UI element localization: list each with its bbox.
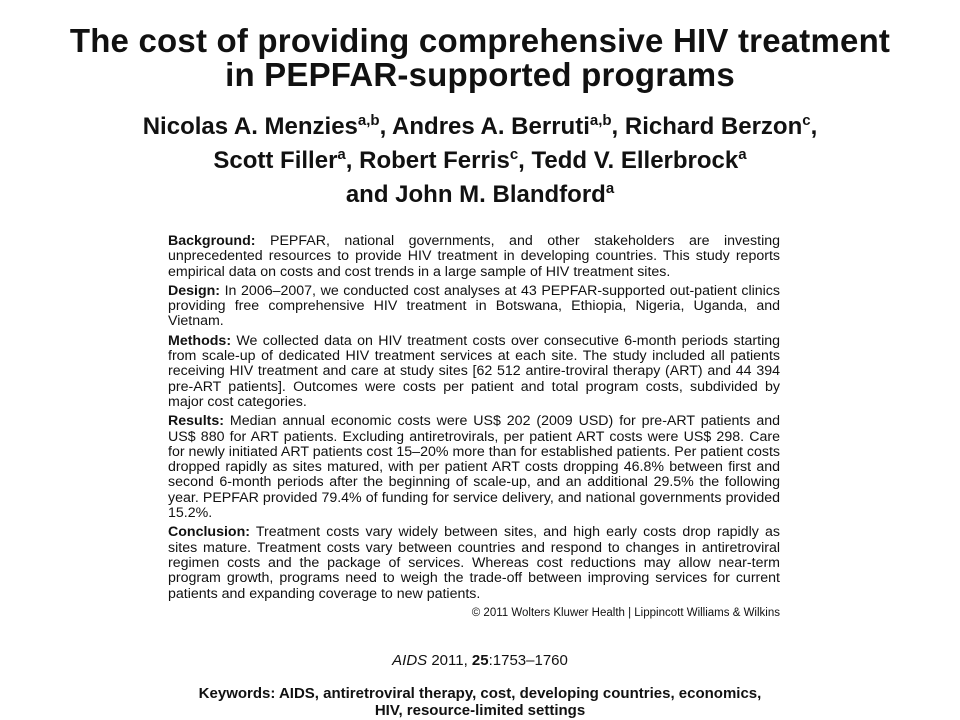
abstract-results <box>168 414 780 521</box>
author-name: Nicolas A. Menzies <box>142 113 358 140</box>
section-text: Treatment costs vary widely between sites, and high early costs drop rapidly as sites mature. Treatment costs vary between countries and respond to changes in antiretroviral regimen costs and the package of services. Whereas cost reductions may allow near-term program growth, programs need to weigh the trade-off between improving services for current patients and expanding coverage to new patients. <box>168 524 780 602</box>
author-separator: , <box>345 147 360 174</box>
author-line-3 <box>0 178 960 212</box>
paper-title <box>0 24 960 92</box>
abstract-design <box>168 284 780 330</box>
author-affiliation: a <box>337 146 346 163</box>
section-label: Design: <box>168 282 221 299</box>
author-name: Richard Berzon <box>624 113 803 140</box>
section-label: Methods: <box>168 332 232 349</box>
section-label: Conclusion: <box>168 524 250 541</box>
section-label: Background: <box>168 233 256 249</box>
author-affiliation: c <box>802 112 811 129</box>
author-affiliation: c <box>509 146 519 163</box>
author-name: John M. Blandford <box>395 181 606 208</box>
author-separator: , <box>518 147 532 174</box>
author-separator: , <box>810 113 818 140</box>
author-separator: , <box>379 113 393 140</box>
keywords <box>0 685 960 719</box>
author-affiliation: a <box>738 146 747 163</box>
keywords-line-2: HIV, resource-limited settings <box>374 702 586 719</box>
author-name: Tedd V. Ellerbrock <box>531 147 739 174</box>
section-text: Median annual economic costs were US$ 202 (2009 USD) for pre-ART patients and US$ 880 for ART patients. Excluding antiretrovirals, per patient ART costs were US$ 298. Care for newly initiated ART patients cost 15–20% more than for established patients. Per patient costs dropped rapidly as sites matured, with per patient ART costs dropping 46.8% between first and second 6-month periods after the beginning of scale-up, and an additional 29.5% the following year. PEPFAR provided 79.4% of funding for service delivery, and national governments provided 15.2%. <box>168 413 780 522</box>
author-affiliation: a <box>605 180 615 197</box>
author-line-2 <box>0 144 960 178</box>
abstract <box>168 234 780 620</box>
copyright-notice: © 2011 Wolters Kluwer Health | Lippincott Williams & Wilkins <box>471 606 780 619</box>
citation-year: 2011, <box>427 652 472 669</box>
section-text: In 2006–2007, we conducted cost analyses at 43 PEPFAR-supported out-patient clinics providing free comprehensive HIV treatment in Botswana, Ethiopia, Nigeria, Uganda, and Vietnam. <box>168 282 780 330</box>
author-affiliation: a,b <box>589 112 612 129</box>
author-list <box>0 110 960 212</box>
section-text: We collected data on HIV treatment costs over consecutive 6-month periods starting from scale-up of dedicated HIV treatment services at each site. The study included all patients receiving HIV treatment and care at study sites [62 512 antire-troviral therapy (ART) and 44 394 pre-ART patients]. Outcomes were costs per patient and total program costs, subdivided by major cost categories. <box>168 332 780 410</box>
journal-name: AIDS <box>392 652 428 669</box>
abstract-methods <box>168 334 780 410</box>
journal-citation <box>0 652 960 670</box>
author-affiliation: a,b <box>357 112 380 129</box>
citation-volume: 25 <box>471 652 489 669</box>
abstract-conclusion <box>168 525 780 601</box>
author-name: Andres A. Berruti <box>392 113 590 140</box>
author-line-1 <box>0 110 960 144</box>
citation-pages: :1753–1760 <box>488 652 568 669</box>
section-label: Results: <box>168 413 224 430</box>
author-name: Robert Ferris <box>359 147 510 174</box>
section-text: PEPFAR, national governments, and other stakeholders are investing unprecedented resources to provide HIV treatment in developing countries. This study reports empirical data on costs and cost trends in a large sample of HIV treatment sites. <box>168 233 780 280</box>
title-line-1: The cost of providing comprehensive HIV treatment <box>69 22 891 59</box>
abstract-background <box>168 234 780 280</box>
keywords-line-1: Keywords: AIDS, antiretroviral therapy, cost, developing countries, economics, <box>198 685 762 702</box>
author-prefix: and <box>345 181 396 208</box>
author-name: Scott Filler <box>213 147 338 174</box>
title-line-2: in PEPFAR-supported programs <box>225 56 735 93</box>
author-separator: , <box>611 113 625 140</box>
